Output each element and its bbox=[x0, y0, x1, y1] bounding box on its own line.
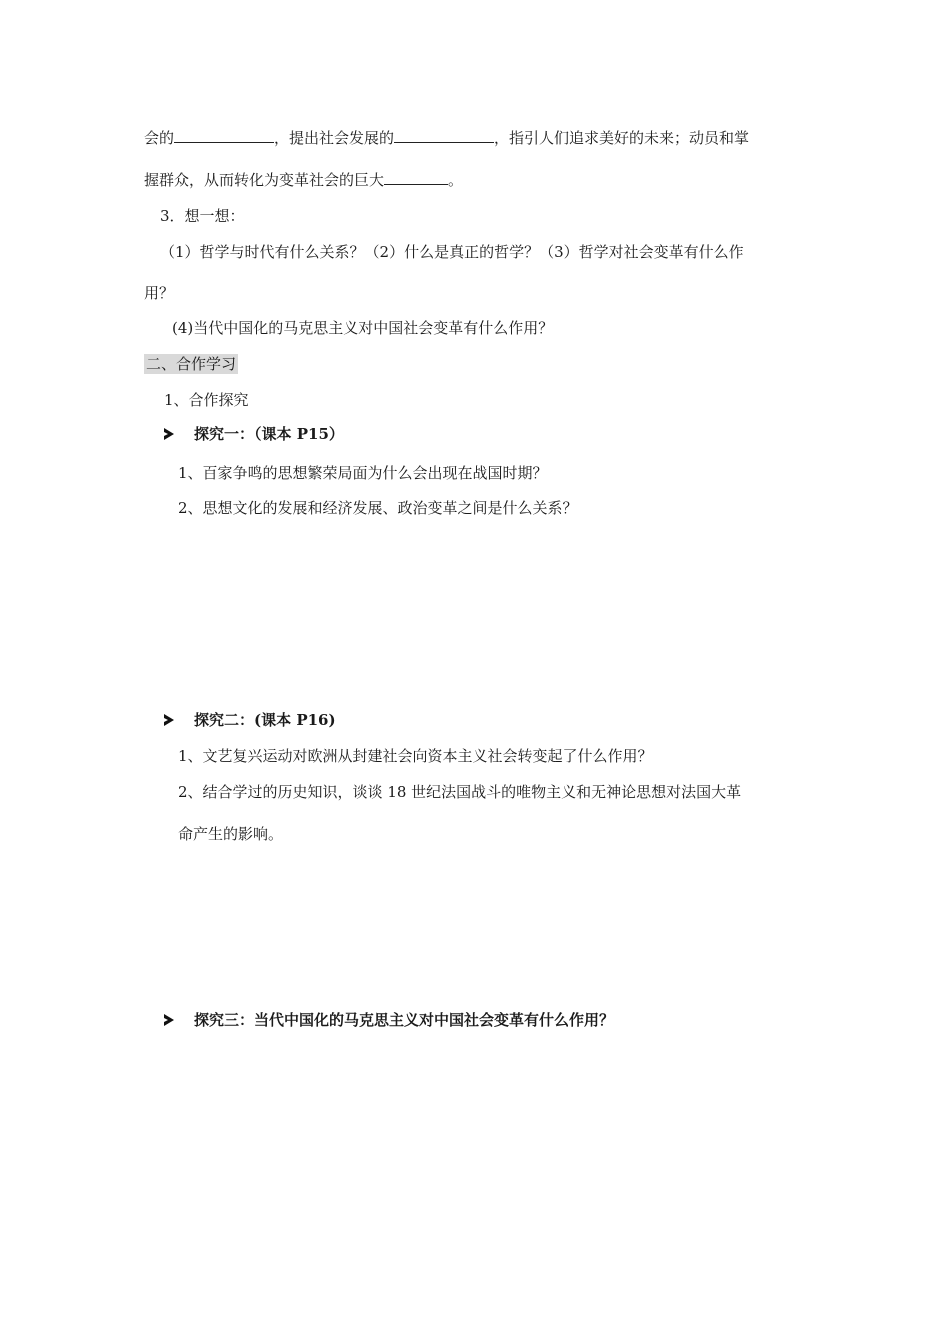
fill-in-line-2 bbox=[144, 170, 463, 190]
explore-2-title: 探究二：(课本 P16) bbox=[194, 711, 336, 729]
explore-3-title: 探究三：当代中国化的马克思主义对中国社会变革有什么作用？ bbox=[194, 1011, 615, 1029]
arrow-bullet-icon bbox=[164, 714, 174, 726]
answer-blank-3[interactable] bbox=[384, 170, 448, 185]
arrow-bullet-icon bbox=[164, 1014, 174, 1026]
explore-2-question-1: 1、文艺复兴运动对欧洲从封建社会向资本主义社会转变起了什么作用？ bbox=[178, 747, 653, 765]
explore-1-question-2: 2、思想文化的发展和经济发展、政治变革之间是什么关系？ bbox=[178, 499, 578, 517]
text-segment: ，指引人们追求美好的未来；动员和掌 bbox=[494, 129, 750, 147]
think-question-line-2: 用？ bbox=[144, 284, 175, 302]
text-segment: 会的 bbox=[144, 129, 175, 147]
explore-1-question-1: 1、百家争鸣的思想繁荣局面为什么会出现在战国时期？ bbox=[178, 464, 548, 482]
text-segment: 。 bbox=[448, 171, 464, 189]
think-heading: 3．想一想： bbox=[160, 207, 245, 225]
think-question-4: (4)当代中国化的马克思主义对中国社会变革有什么作用？ bbox=[172, 319, 554, 337]
text-segment: ，提出社会发展的 bbox=[274, 129, 395, 147]
think-question-line-1: （1）哲学与时代有什么关系？（2）什么是真正的哲学？（3）哲学对社会变革有什么作 bbox=[160, 243, 744, 261]
arrow-bullet-icon bbox=[164, 428, 174, 440]
answer-blank-2[interactable] bbox=[394, 128, 494, 143]
explore-2-question-2-line-2: 命产生的影响。 bbox=[178, 825, 284, 843]
explore-2-question-2-line-1: 2、结合学过的历史知识，谈谈 18 世纪法国战斗的唯物主义和无神论思想对法国大革 bbox=[178, 783, 742, 801]
section-title bbox=[144, 354, 238, 374]
text-segment: 握群众，从而转化为变革社会的巨大 bbox=[144, 171, 385, 189]
section-title-text: 二、合作学习 bbox=[146, 355, 237, 373]
fill-in-line-1 bbox=[144, 128, 749, 148]
subsection-title: 1、合作探究 bbox=[164, 391, 249, 409]
explore-1-title: 探究一：（课本 P15） bbox=[194, 425, 344, 443]
answer-blank-1[interactable] bbox=[174, 128, 274, 143]
